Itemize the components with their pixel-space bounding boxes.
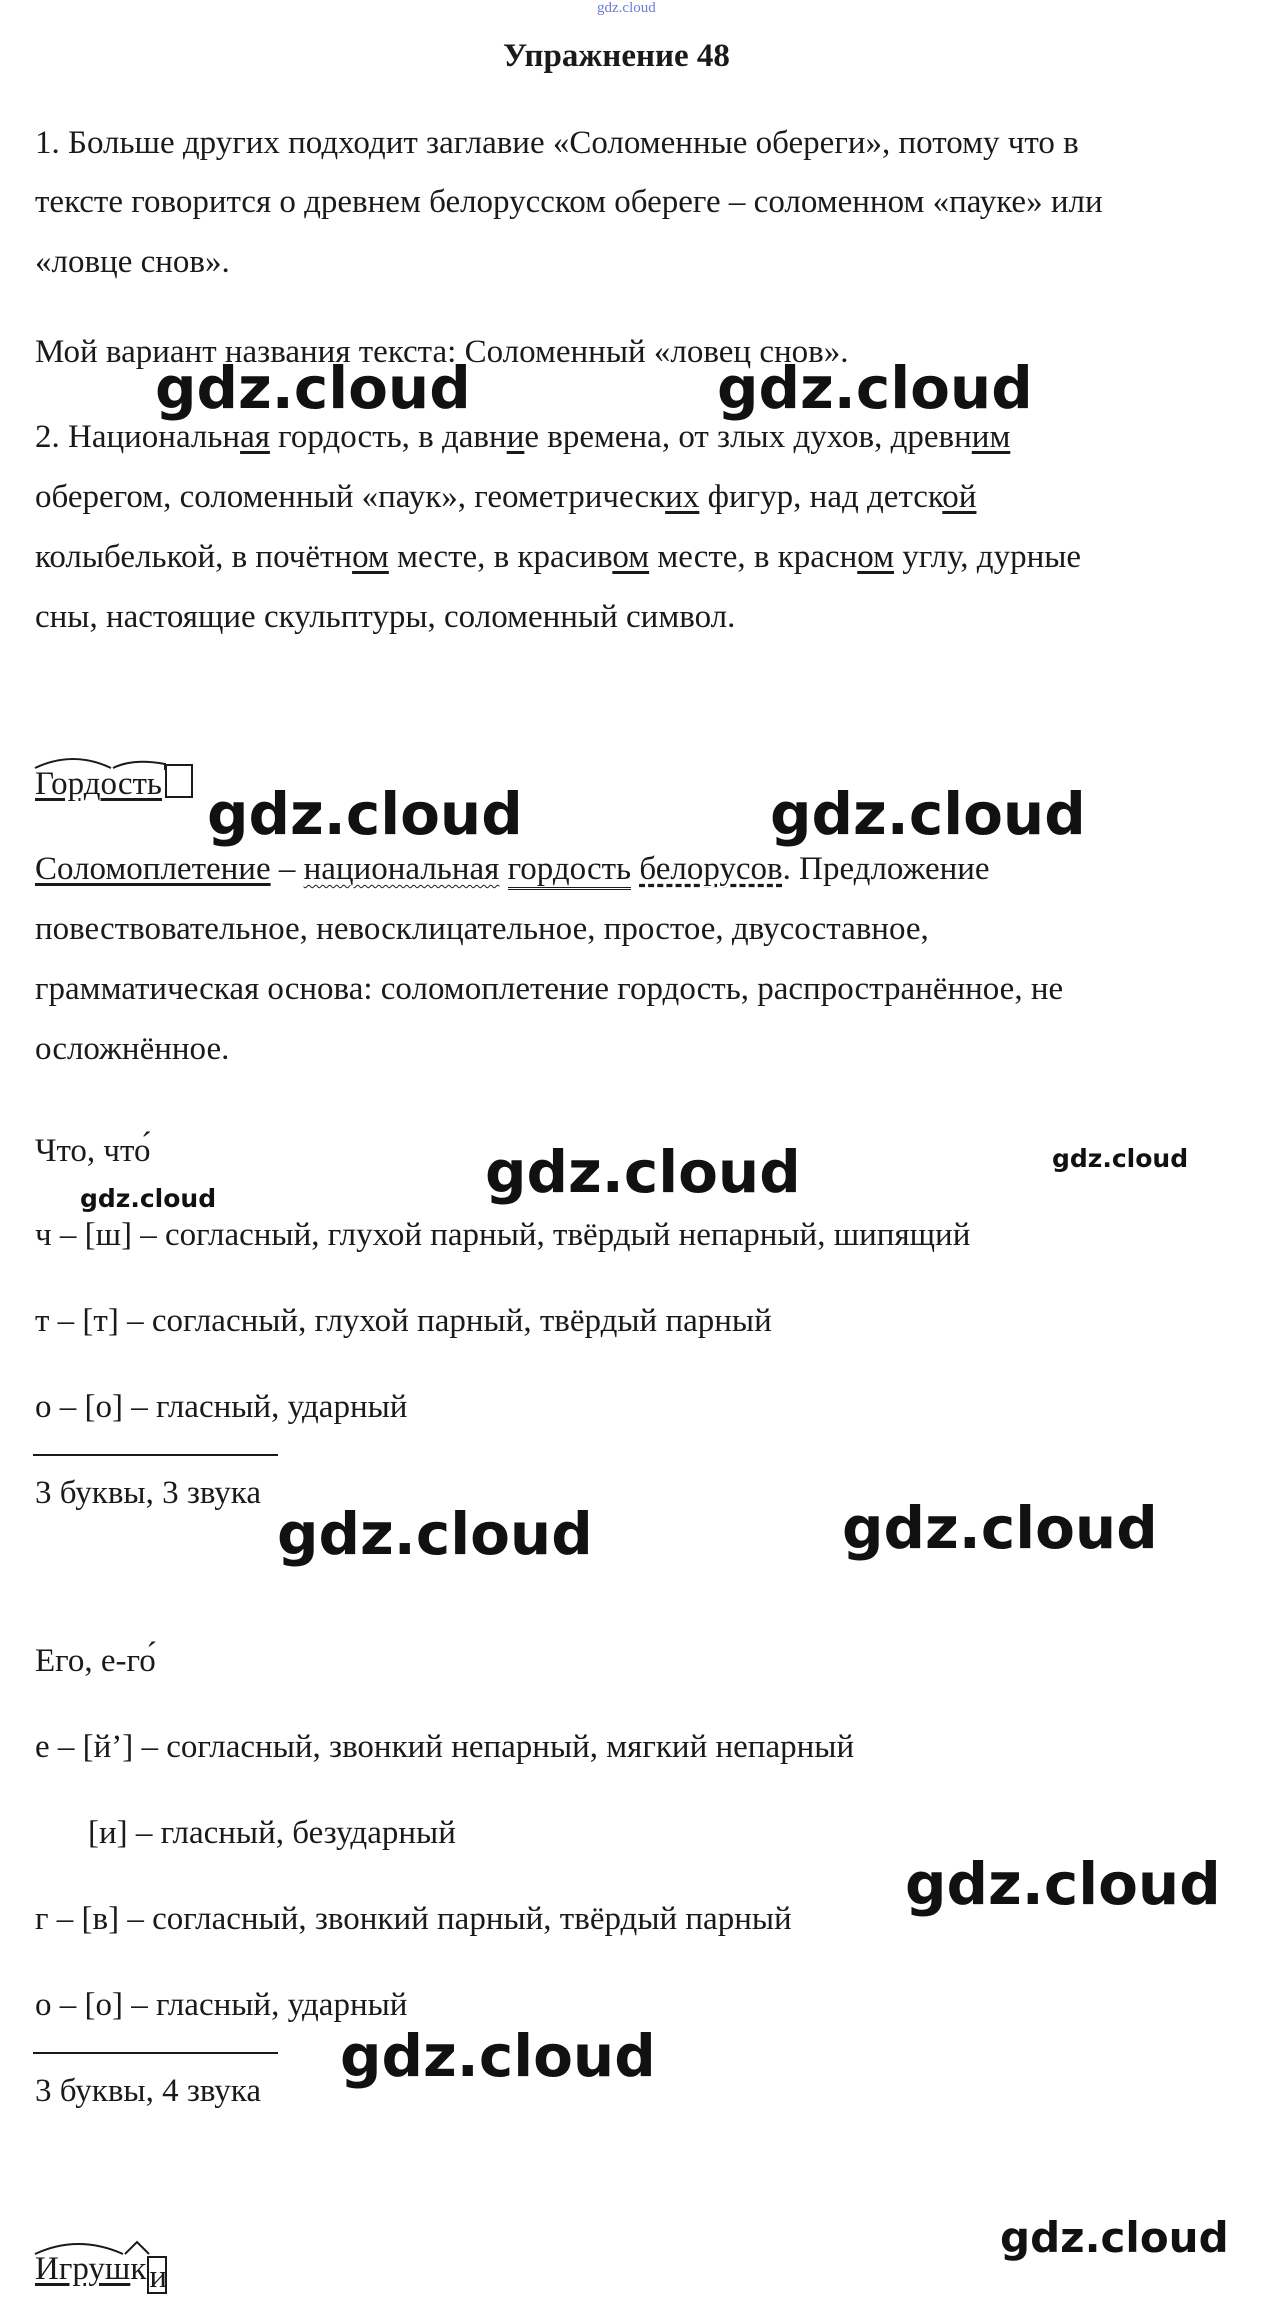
phon-ego-row: [и] – гласный, безударный: [88, 1815, 456, 1851]
sentence-line-4: осложнённое.: [35, 1031, 230, 1067]
exercise-title: Упражнение 48: [503, 38, 730, 74]
watermark: gdz.cloud: [1052, 1144, 1189, 1173]
watermark: gdz.cloud: [207, 780, 523, 848]
watermark: gdz.cloud: [905, 1850, 1221, 1918]
word-parse-igrushki: [35, 2250, 167, 2294]
phon-ego-summary: 3 буквы, 4 звука: [35, 2073, 261, 2109]
sentence-line-2: повествовательное, невосклицательное, простое, двусоставное,: [35, 911, 929, 947]
sentence-line-3: грамматическая основа: соломоплетение гордость, распространённое, не: [35, 971, 1064, 1007]
watermark: gdz.cloud: [1000, 2213, 1229, 2262]
ending: ом: [857, 539, 894, 575]
sentence-predicate: гордость: [508, 851, 632, 890]
watermark: gdz.cloud: [485, 1138, 801, 1206]
word-suffix: ость: [100, 766, 162, 802]
word-root: Горд: [35, 766, 101, 802]
root-arc-icon: [33, 2232, 183, 2256]
ending: ом: [352, 539, 389, 575]
watermark: gdz.cloud: [842, 1494, 1158, 1562]
ending: ом: [612, 539, 650, 575]
root-arc-icon: [33, 748, 173, 770]
word-ending: и: [147, 2256, 167, 2294]
ending: ая: [240, 419, 270, 455]
phon-ego-row: г – [в] – согласный, звонкий парный, твёрдый парный: [35, 1901, 792, 1937]
ending: и: [506, 419, 525, 455]
watermark: gdz.cloud: [80, 1184, 217, 1213]
word-parse-gordost: [35, 764, 193, 803]
task2-line-1: 2. Национальная гордость, в давние времена, от злых духов, древним: [35, 419, 1011, 455]
task1-line-1: 1. Больше других подходит заглавие «Соломенные обереги», потому что в: [35, 125, 1079, 161]
task1-variant: Мой вариант названия текста: Соломенный «ловец снов».: [35, 334, 849, 370]
watermark: gdz.cloud: [277, 1500, 593, 1568]
phon-chto-heading: Что, что́: [35, 1133, 151, 1169]
word-root: Игруш: [35, 2251, 131, 2287]
task1-line-3: «ловце снов».: [35, 244, 230, 280]
task2-line-4: сны, настоящие скульптуры, соломенный символ.: [35, 599, 736, 635]
sentence-attribute: национальная: [303, 851, 500, 887]
phon-chto-summary: 3 буквы, 3 звука: [35, 1475, 261, 1511]
phon-ego-row: о – [о] – гласный, ударный: [35, 1987, 408, 2023]
ending: их: [665, 479, 700, 515]
phon-chto-row: о – [о] – гласный, ударный: [35, 1389, 408, 1425]
ending: ой: [942, 479, 977, 515]
phon-chto-row: т – [т] – согласный, глухой парный, твёрдый парный: [35, 1303, 772, 1339]
watermark: gdz.cloud: [717, 354, 1033, 422]
divider: [33, 1454, 278, 1456]
phon-ego-row: е – [й’] – согласный, звонкий непарный, мягкий непарный: [35, 1729, 855, 1765]
sentence-line-1: Соломоплетение – национальная гордость белорусов. Предложение: [35, 850, 990, 888]
word-suffix: к: [130, 2251, 147, 2287]
sentence-subject: Соломоплетение: [35, 851, 271, 887]
phon-ego-heading: Его, е-го́: [35, 1643, 156, 1679]
watermark: gdz.cloud: [340, 2022, 656, 2090]
watermark: gdz.cloud: [155, 354, 471, 422]
ending: им: [971, 419, 1011, 455]
task1-line-2: тексте говорится о древнем белорусском обереге – соломенном «пауке» или: [35, 184, 1103, 220]
site-mark: gdz.cloud: [597, 0, 656, 16]
sentence-object: белорусов: [639, 851, 783, 887]
divider: [33, 2052, 278, 2054]
task2-line-3: колыбелькой, в почётном месте, в красивом месте, в красном углу, дурные: [35, 539, 1082, 575]
phon-chto-row: ч – [ш] – согласный, глухой парный, твёрдый непарный, шипящий: [35, 1217, 971, 1253]
task2-line-2: оберегом, соломенный «паук», геометрических фигур, над детской: [35, 479, 977, 515]
watermark: gdz.cloud: [770, 780, 1086, 848]
